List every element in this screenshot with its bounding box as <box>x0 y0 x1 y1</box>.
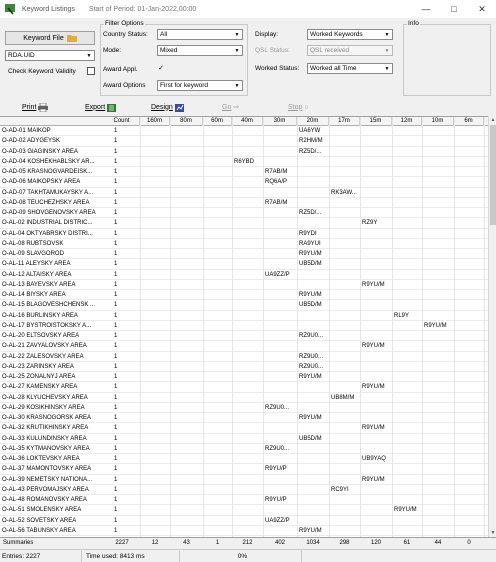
callsign-cell: R9YU/M <box>299 292 322 298</box>
count-cell: 1 <box>114 404 118 411</box>
table-row[interactable] <box>0 506 488 515</box>
table-row[interactable] <box>0 291 488 300</box>
summary-value: 402 <box>274 540 285 546</box>
design-icon <box>175 103 185 112</box>
qsl-status-select[interactable]: QSL received ▼ <box>307 45 393 56</box>
table-row[interactable] <box>0 465 488 474</box>
count-cell: 1 <box>114 322 118 329</box>
summary-value: 0 <box>467 540 471 546</box>
award-appl-label: Award Appl. <box>103 66 138 73</box>
table-row[interactable] <box>0 168 488 177</box>
table-row[interactable] <box>0 363 488 372</box>
summary-value: 1034 <box>306 540 320 546</box>
keyword-cell: O-AL-43 PERVOMAJSKY AREA <box>2 486 89 493</box>
table-row[interactable] <box>0 127 488 136</box>
callsign-cell: R9YU/M <box>299 527 322 534</box>
keyword-cell: O-AL-14 BIYSKY AREA <box>2 292 66 298</box>
keyword-cell: O-AD-02 ADYGEYSK <box>2 138 61 145</box>
count-cell: 1 <box>114 353 118 360</box>
callsign-cell: RZ5D/... <box>299 210 322 216</box>
column-divider <box>392 117 393 537</box>
table-row[interactable] <box>0 271 488 280</box>
keyword-cell: O-AL-37 MAMONTOVSKY AREA <box>2 466 92 473</box>
keyword-cell: O-AL-25 ZONALNYJ AREA <box>2 374 76 380</box>
callsign-cell: UA6YW <box>299 128 321 134</box>
window-title: Keyword Listings <box>22 5 75 13</box>
column-header[interactable]: 30m <box>263 117 297 126</box>
keyword-cell: O-AL-36 LOKTEVSKY AREA <box>2 456 80 462</box>
table-row[interactable] <box>0 394 488 403</box>
count-cell: 1 <box>114 507 118 514</box>
summary-row <box>0 537 496 549</box>
table-row[interactable] <box>0 158 488 167</box>
table-row[interactable] <box>0 517 488 526</box>
keyword-cell: O-AD-05 KRASNOGVARDEISK... <box>2 169 93 175</box>
qsl-status-label: QSL Status: <box>255 47 290 54</box>
table-header <box>0 117 488 126</box>
count-cell: 1 <box>114 435 118 442</box>
column-divider <box>297 117 298 537</box>
callsign-cell: R9YU/M <box>299 415 322 421</box>
column-header[interactable]: 6m <box>454 117 484 126</box>
callsign-cell: RK3AW... <box>331 189 357 196</box>
count-cell: 1 <box>114 271 118 278</box>
award-options-label: Award Options <box>103 82 146 89</box>
column-header[interactable]: 20m <box>297 117 329 126</box>
table-row[interactable] <box>0 281 488 290</box>
table-row[interactable] <box>0 199 488 208</box>
count-cell: 1 <box>114 363 118 370</box>
progress-percent: 0% <box>182 551 302 562</box>
status-bar <box>0 549 496 562</box>
count-cell: 1 <box>114 302 118 309</box>
callsign-cell: R9YU/M <box>362 425 385 432</box>
keyword-cell: O-AL-20 ELTSOVSKY AREA <box>2 333 80 339</box>
callsign-cell: RZ9U0... <box>299 333 324 339</box>
keyword-cell: O-AD-04 KOSHEKHABLSKY AR... <box>2 158 95 165</box>
callsign-cell: UA9ZZ/P <box>265 271 290 278</box>
count-cell: 1 <box>114 220 118 227</box>
time-used: Time used: 8413 ms <box>84 551 180 562</box>
filter-options-group: Filter Options <box>100 24 248 96</box>
column-divider <box>263 117 264 537</box>
callsign-cell: R9YU/P <box>265 466 287 473</box>
print-button[interactable]: Print <box>22 100 48 114</box>
count-cell: 1 <box>114 251 118 257</box>
column-header[interactable]: 80m <box>170 117 203 126</box>
count-cell: 1 <box>114 199 118 206</box>
callsign-cell: R9YU/M <box>424 322 447 329</box>
keyword-file-select[interactable]: RDA.UID ▼ <box>5 50 95 61</box>
callsign-cell: RZ9U0... <box>265 404 290 411</box>
award-appl-checkbox[interactable]: ✓ <box>158 65 164 72</box>
table-row[interactable] <box>0 137 488 146</box>
count-cell: 1 <box>114 343 118 350</box>
printer-icon <box>38 103 48 112</box>
table-row[interactable] <box>0 189 488 198</box>
chevron-down-icon: ▼ <box>86 53 92 59</box>
summary-value: 1 <box>215 540 220 546</box>
count-cell: 1 <box>114 333 118 339</box>
keyword-cell: O-AD-01 MAIKOP <box>2 128 51 134</box>
table-row[interactable] <box>0 240 488 249</box>
callsign-cell: R9YU/M <box>362 281 385 288</box>
table-row[interactable] <box>0 373 488 382</box>
callsign-cell: R6YBD <box>234 158 255 165</box>
table-row[interactable] <box>0 148 488 157</box>
callsign-cell: R9YU/M <box>394 507 417 514</box>
column-header[interactable]: 12m <box>392 117 422 126</box>
column-header[interactable]: 10m <box>422 117 454 126</box>
count-cell: 1 <box>114 394 118 401</box>
scroll-down-icon[interactable]: ▼ <box>490 530 496 536</box>
summary-value: 44 <box>434 540 442 546</box>
table-row[interactable] <box>0 301 488 310</box>
keyword-cell: O-AD-09 SHOVGENOVSKY AREA <box>2 210 96 216</box>
callsign-cell: RZ9U0... <box>299 353 324 360</box>
keyword-cell: O-AL-09 SLAVGOROD <box>2 251 64 257</box>
summary-value: 298 <box>339 540 350 546</box>
table-row[interactable] <box>0 496 488 505</box>
keyword-cell: O-AD-08 TEUCHEZHSKY AREA <box>2 199 90 206</box>
country-status-label: Country Status: <box>103 31 148 38</box>
table-row[interactable] <box>0 435 488 444</box>
count-cell: 1 <box>114 312 118 319</box>
count-cell: 1 <box>114 476 118 483</box>
display-select[interactable]: Worked Keywords ▼ <box>307 29 393 40</box>
keyword-cell: O-AD-06 MAIKOPSKY AREA <box>2 179 81 186</box>
callsign-cell: UA9ZZ/P <box>265 517 290 524</box>
chevron-down-icon: ▼ <box>234 32 240 38</box>
table-row[interactable] <box>0 383 488 392</box>
keyword-cell: O-AL-32 KRUTIKHINSKY AREA <box>2 425 89 432</box>
table-row[interactable] <box>0 353 488 362</box>
keyword-cell: O-AL-12 ALTAISKY AREA <box>2 271 72 278</box>
keyword-cell: O-AL-23 ZARINSKY AREA <box>2 363 74 370</box>
column-divider <box>232 117 233 537</box>
keyword-file-button[interactable] <box>5 31 95 45</box>
count-cell: 1 <box>114 158 118 165</box>
callsign-cell: R9YU/M <box>362 384 385 391</box>
count-cell: 1 <box>114 486 118 493</box>
callsign-cell: UB8M/M <box>331 394 355 401</box>
callsign-cell: RQ6A/P <box>265 179 288 186</box>
count-cell: 1 <box>114 384 118 391</box>
count-cell: 1 <box>114 425 118 432</box>
scroll-thumb[interactable] <box>490 125 496 225</box>
table-row[interactable] <box>0 230 488 239</box>
table-row[interactable] <box>0 414 488 423</box>
column-divider <box>360 117 361 537</box>
callsign-cell: RA9YUI <box>299 240 321 247</box>
minimize-icon[interactable]: — <box>421 4 431 14</box>
chevron-down-icon: ▼ <box>234 48 240 54</box>
count-cell: 1 <box>114 517 118 524</box>
table-row[interactable] <box>0 342 488 351</box>
keyword-cell: O-AL-30 KRASNOGORSK AREA <box>2 415 92 421</box>
count-cell: 1 <box>114 230 118 237</box>
chevron-down-icon: ▼ <box>384 32 390 38</box>
keyword-cell: O-AL-27 KAMENSKY AREA <box>2 384 78 391</box>
callsign-cell: RZ9Y <box>362 220 378 227</box>
count-cell: 1 <box>114 179 118 186</box>
chevron-down-icon: ▼ <box>384 66 390 72</box>
keyword-cell: O-AD-03 GIAGINSKY AREA <box>2 148 78 155</box>
column-divider <box>329 117 330 537</box>
mode-label: Mode: <box>103 47 122 54</box>
vertical-scrollbar[interactable] <box>488 116 496 537</box>
table-row[interactable] <box>0 486 488 495</box>
keyword-cell: O-AL-39 NEMETSKY NATIONA... <box>2 476 93 483</box>
summary-value: 120 <box>370 540 381 546</box>
count-cell: 1 <box>114 466 118 473</box>
maximize-icon[interactable]: □ <box>451 4 457 14</box>
summary-value: 12 <box>151 540 159 546</box>
count-cell: 1 <box>114 261 118 268</box>
table-row[interactable] <box>0 209 488 218</box>
column-divider <box>484 117 485 537</box>
entries-count: Entries: 2227 <box>0 551 82 562</box>
display-label: Display: <box>255 31 279 38</box>
callsign-cell: R9YDI <box>299 230 317 237</box>
table-row[interactable] <box>0 404 488 413</box>
callsign-cell: R9YU/M <box>362 476 385 483</box>
table-row[interactable] <box>0 178 488 187</box>
keyword-cell: O-AL-28 KLYUCHEVSKY AREA <box>2 394 88 401</box>
count-cell: 1 <box>114 497 118 503</box>
export-button[interactable]: Export <box>85 100 117 114</box>
callsign-cell: R2HM/M <box>299 138 323 145</box>
arrow-right-icon: ⇨ <box>233 104 240 111</box>
worked-status-select[interactable]: Worked all Time ▼ <box>307 63 393 74</box>
summary-value: 61 <box>403 540 411 546</box>
table-row[interactable] <box>0 250 488 259</box>
table-row[interactable] <box>0 322 488 331</box>
keyword-cell: O-AL-16 BURLINSKY AREA <box>2 312 78 319</box>
keyword-cell: O-AD-07 TAKHTAMUKAYSKY A... <box>2 189 94 196</box>
summary-value: 212 <box>242 540 253 546</box>
keyword-cell: O-AL-35 KYTMANOVSKY AREA <box>2 445 90 452</box>
count-cell: 1 <box>114 445 118 452</box>
summary-label: Summaries <box>3 540 34 546</box>
column-divider <box>203 117 204 537</box>
table-row[interactable] <box>0 424 488 433</box>
column-divider <box>422 117 423 537</box>
country-status-select[interactable]: All ▼ <box>157 29 243 40</box>
column-header[interactable]: 60m <box>203 117 232 126</box>
table-row[interactable] <box>0 260 488 269</box>
count-cell: 1 <box>114 374 118 380</box>
table-row[interactable] <box>0 312 488 321</box>
stop-button[interactable]: Stop ○ <box>288 103 309 111</box>
count-cell: 1 <box>114 189 118 196</box>
check-validity-label: Check Keyword Validity <box>8 68 76 75</box>
callsign-cell: UB5D/M <box>299 435 322 442</box>
column-divider <box>140 117 141 537</box>
callsign-cell: UB5D/M <box>299 261 322 268</box>
count-cell: 1 <box>114 240 118 247</box>
table-row[interactable] <box>0 445 488 454</box>
callsign-cell: R9YU/M <box>299 251 322 257</box>
callsign-cell: R9YU/P <box>265 497 287 503</box>
column-header[interactable]: 17m <box>329 117 360 126</box>
award-options-select[interactable]: First for keyword ▼ <box>157 80 243 91</box>
keyword-cell: O-AL-13 BAYEVSKY AREA <box>2 281 76 288</box>
keyword-file-label: Keyword File <box>23 34 64 42</box>
column-header[interactable]: 160m <box>140 117 170 126</box>
keyword-cell: O-AL-15 BLAGOVESHCHENSK ... <box>2 302 96 309</box>
mode-select[interactable]: Mixed ▼ <box>157 45 243 56</box>
column-divider <box>454 117 455 537</box>
count-cell: 1 <box>114 527 118 534</box>
table-row[interactable] <box>0 476 488 485</box>
table-row[interactable] <box>0 219 488 228</box>
scroll-up-icon[interactable]: ▲ <box>490 117 496 123</box>
count-cell: 1 <box>114 169 118 175</box>
count-cell: 1 <box>114 210 118 216</box>
keyword-cell: O-AL-08 RUBTSOVSK <box>2 240 64 247</box>
count-cell: 1 <box>114 281 118 288</box>
keyword-cell: O-AL-17 BYSTROISTOKSKY A... <box>2 322 92 329</box>
column-header[interactable]: Count <box>104 117 140 126</box>
keyword-cell: O-AL-21 ZAVYALOVSKY AREA <box>2 343 87 350</box>
export-icon <box>107 103 117 112</box>
keyword-cell: O-AL-22 ZALESOVSKY AREA <box>2 353 84 360</box>
keyword-table <box>0 116 488 537</box>
count-cell: 1 <box>114 128 118 134</box>
table-row[interactable] <box>0 332 488 341</box>
callsign-cell: UB5D/M <box>299 302 322 309</box>
callsign-cell: R9YU/M <box>362 343 385 350</box>
keyword-cell: O-AL-52 SOVETSKY AREA <box>2 517 77 524</box>
summary-value: 43 <box>183 540 190 546</box>
callsign-cell: RC9YI <box>331 486 349 493</box>
count-cell: 1 <box>114 292 118 298</box>
go-button[interactable]: Go ⇨ <box>222 103 240 111</box>
count-cell: 1 <box>114 456 118 462</box>
stop-icon: ○ <box>304 103 309 111</box>
column-header[interactable]: 40m <box>232 117 263 126</box>
design-button[interactable]: Design <box>151 100 185 114</box>
keyword-cell: O-AL-56 TABUNSKY AREA <box>2 527 76 534</box>
close-icon[interactable]: ✕ <box>478 3 486 14</box>
callsign-cell: R7AB/M <box>265 199 288 206</box>
worked-status-label: Worked Status: <box>255 65 300 72</box>
summary-value: 2227 <box>115 540 129 546</box>
keyword-cell: O-AL-48 ROMANOVSKY AREA <box>2 497 87 503</box>
callsign-cell: RZ9U0... <box>299 363 324 370</box>
callsign-cell: UB9YAQ <box>362 456 386 462</box>
keyword-cell: O-AL-04 OKTYABRSKY DISTRI... <box>2 230 93 237</box>
keyword-cell: O-AL-33 KULUNDINSKY AREA <box>2 435 87 442</box>
folder-icon <box>67 34 77 42</box>
column-header[interactable]: 15m <box>360 117 392 126</box>
chevron-down-icon: ▼ <box>234 83 240 89</box>
callsign-cell: R7AB/M <box>265 169 288 175</box>
keyword-cell: O-AL-29 KOSIKHINSKY AREA <box>2 404 85 411</box>
app-icon <box>4 2 18 16</box>
callsign-cell: RL9Y <box>394 312 410 319</box>
chevron-down-icon: ▼ <box>384 48 390 54</box>
count-cell: 1 <box>114 138 118 145</box>
info-group: Info <box>403 24 491 96</box>
check-validity-checkbox[interactable] <box>87 67 95 75</box>
count-cell: 1 <box>114 415 118 421</box>
column-divider <box>170 117 171 537</box>
table-row[interactable] <box>0 527 488 536</box>
callsign-cell: RZ5D/... <box>299 148 322 155</box>
period-label: Start of Period: 01-Jan-2022,00:00 <box>88 5 197 13</box>
callsign-cell: RZ9U0... <box>265 445 290 452</box>
count-cell: 1 <box>114 148 118 155</box>
keyword-cell: O-AL-02 INDUSTRIAL DISTRIC... <box>2 220 93 227</box>
table-row[interactable] <box>0 455 488 464</box>
keyword-cell: O-AL-51 SMOLENSKY AREA <box>2 507 82 514</box>
keyword-cell: O-AL-11 ALEYSKY AREA <box>2 261 71 268</box>
callsign-cell: R9YU/M <box>299 374 322 380</box>
